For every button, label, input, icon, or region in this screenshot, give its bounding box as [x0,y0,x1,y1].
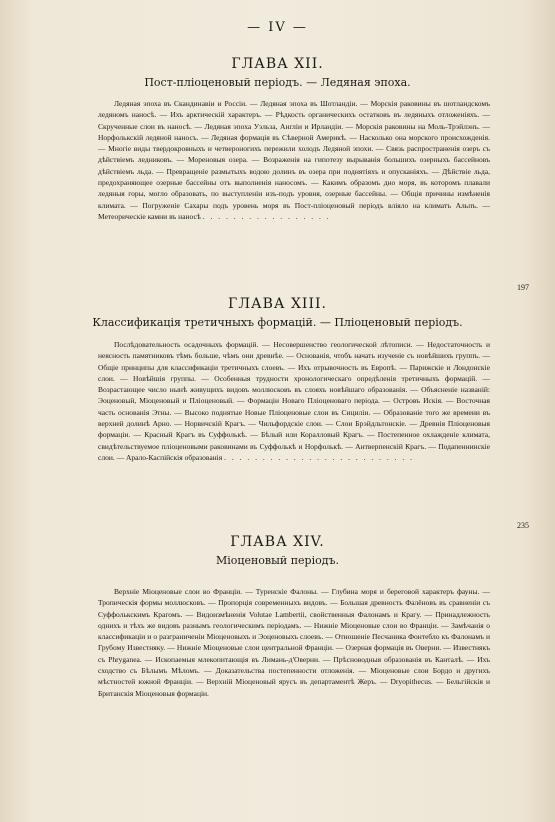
chapter-13-summary [98,339,490,463]
chapter-12-subtitle: Пост-плioценовый перiодъ. — Ледяная эпоха. [144,76,411,89]
chapter-12-title: ГЛАВА XII. [231,56,324,72]
chapter-14-summary [98,586,490,699]
chapter-13-summary-text: Послѣдовательность осадочныхъ формацiй. — Несовершенство геологической лѣтописи. — Недостаточность и неясность памятниковъ тѣмъ больше, чѣмъ они древнѣе. — Основанiя, чтобъ начать изученiе съ новѣйшихъ группъ. — Общiе принципы для классификацiи третичныхъ слоевъ. — Ихъ отрывочность въ Европѣ. — Парижскiе и Лондонскiе слои. — Новѣйшiя группы. — Особенныя трудности хронологическаго опредѣленiя третичныхъ формацiй. — Возрастающее число нынѣ живущихъ видовъ моллюсковъ въ слояхъ новѣйшаго образованiя. — Объясненiе названiй: Эоценовый, Мioценовый и Плioценовый. — Формацiи Новаго Плioценоваго перiода. — Островъ Искiя. — Восточная часть основанiя Этны. — Высоко поднятые Новые Плioценовые слои въ Сицилiи. — Образованiе того же времени въ верхней долинѣ Арно. — Норвичскiй Крагъ. — Чильфордскiе слои. — Слои Брэйдльтонскiе. — Древнiя Плioценовыя формацiи. — Красный Крагъ въ Суффолькѣ. — Бѣлый или Коралловый Крагъ. — Постепенное охлажденiе климата, свидѣтельствуемое плioценовыми раковинами въ Суффолькѣ и Норфолькѣ. — Антверпенскiй Крагъ. — Подапеннинскiе слои. — Арало-Каспiйскiя образованiя [98,340,490,462]
page-number: — IV — [247,20,308,35]
chapter-13-title: ГЛАВА XIII. [228,296,327,312]
leader-dots: . . . . . . . . . . . . . . . . . . . . . . . . . [224,452,414,462]
chapter-12-heading [0,56,555,89]
chapter-14-summary-text: Верхнiе Мioценовые слои во Францiи. — Туренскiе Фалоны. — Глубина моря и береговой характеръ фауны. — Тропическiя формы моллюсковъ. — Пропорцiя современныхъ видовъ. — Большая древность Фалёновъ въ сравненiи съ Суффолькскимъ Крагомъ. — Видоизмѣненiя Volutae Lambertii, свойственныя Фалонамъ и Крагу. — Принадлежность однихъ и тѣхъ же видовъ разнымъ геологическимъ перiодамъ. — Нижнiе Мioценовые слои во Францiи. — Замѣчанiя о классификацiи и о разграниченiи Мioценовыхъ и Эоценовыхъ слоевъ. — Отношенiе Песчаника Фонтебло къ Фалонамъ и Грубому Известняку. — Нижнiе Мioценовые слои центральной Францiи. — Озерная формацiя въ Оверни. — Известнякъ съ Phryganea. — Ископаемыя млекопитающiя въ Лимань-д'Оверни. — Прѣсноводныя образованiя въ Канталѣ. — Ихъ сходство съ Бѣлымъ Мѣломъ. — Доказательства постепенности отложенiя. — Мioценовые слои Бордо и другихъ мѣстностей южной Францiи. — Верхнiй Мioценовый ярусъ въ департаментѣ Жеръ. — Dryopithecus. — Бельгiйскiя и Британскiя Мioценовыя формацiи. [98,587,490,698]
chapter-13-heading [0,296,555,329]
chapter-12-page-ref: 197 [517,283,529,292]
chapter-12-summary-text: Ледяная эпоха въ Скандинавiи и Россiи. — Ледяная эпоха въ Шотландiи. — Морскiя раковины въ шотландскомъ ледяномъ наносѣ. — Ихъ арктическiй характеръ. — Рѣдкость органическихъ остатковъ въ ледяныхъ отложенiяхъ. — Скрученные слои въ наносѣ. — Ледяная эпоха Уэльза, Англiи и Ирландiи. — Морскiя раковины на Моль-Трэйлэнъ. — Норфолькскiй ледяной наносъ. — Ледяная формацiя въ Сѣверной Америкѣ. — Насколько она морского происхожденiя. — Многiе виды твердокровныхъ и четвероногихъ пережили холодъ Ледяной эпохи. — Связь распространенiя озеръ съ дѣйствiемъ ледниковъ. — Мореновыя озера. — Возраженiя на гипотезу вырыванiя большихъ озерныхъ бассейновъ дѣйствiемъ льда. — Превращенiе размытыхъ водою долинъ въ озера при поднятiяхъ и опусканiяхъ. — Дѣйствiе льда, предохраняющее озерные бассейны отъ выполненiя наносомъ. — Какимъ образомъ дно моря, въ которомъ плавали ледяныя горы, могло образовать, по выступленiи изъ-подъ уровня, озерные бассейны. — Общiя причины измѣненiя климата. — Погруженiе Сахары подъ уровень моря въ Пост-плioценовый перiодъ влiяло на климатъ Альпъ. — Метеорическiе камни въ наносѣ [98,99,490,221]
chapter-14-title: ГЛАВА XIV. [230,534,325,550]
chapter-13-subtitle: Классификацiя третичныхъ формацiй. — Плioценовый перiодъ. [92,316,463,329]
chapter-13-page-ref: 235 [517,521,529,530]
chapter-14-subtitle: Мioценовый перiодъ. [215,554,339,567]
leader-dots: . . . . . . . . . . . . . . . . . [202,211,331,221]
chapter-14-heading [0,534,555,567]
chapter-12-summary [98,98,490,222]
